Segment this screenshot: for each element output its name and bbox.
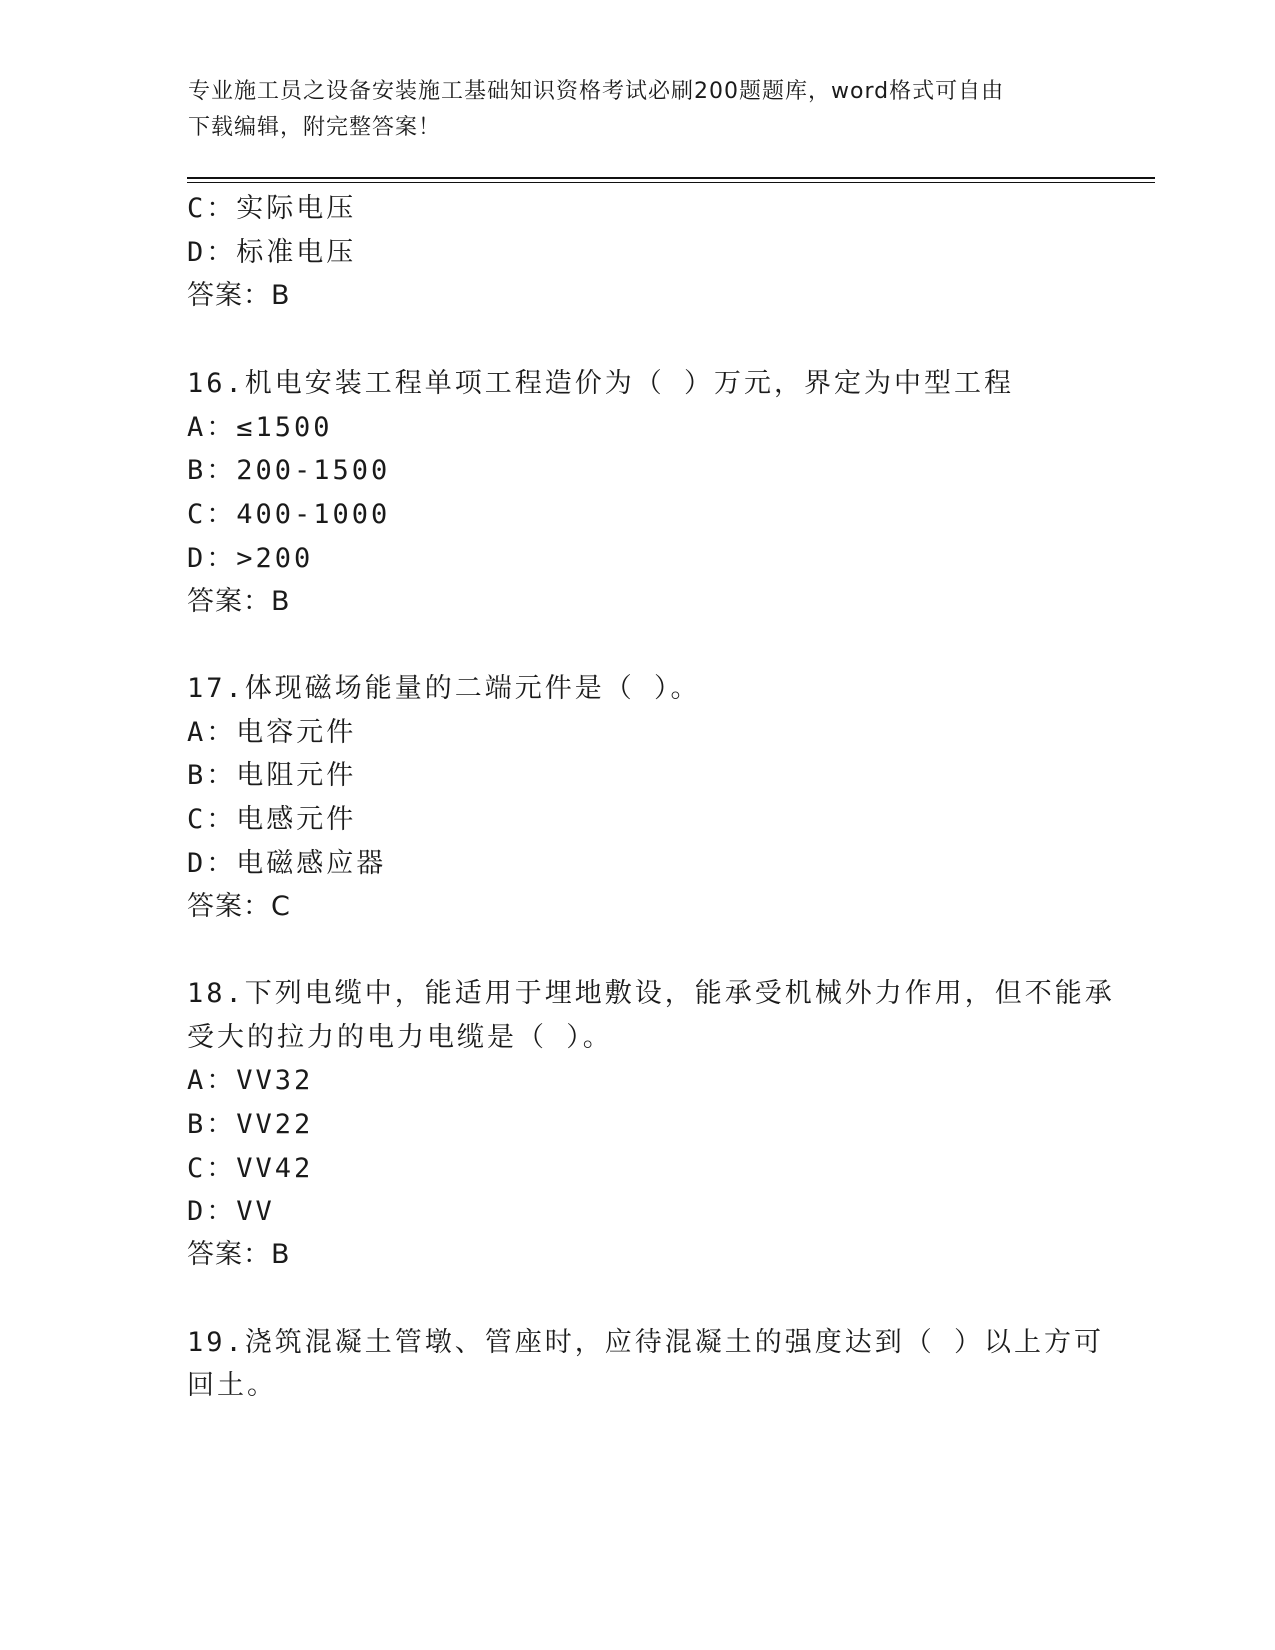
q17-answer: 答案：C xyxy=(187,891,291,922)
q17-option-b: B：电阻元件 xyxy=(187,760,357,791)
q18-answer: 答案：B xyxy=(187,1239,291,1270)
header-rule-thick xyxy=(187,177,1155,179)
q16-option-d: D：>200 xyxy=(187,543,314,574)
q15-option-c: C：实际电压 xyxy=(187,193,357,224)
header-title-line-1: 专业施工员之设备安装施工基础知识资格考试必刷200题题库，word格式可自由 xyxy=(188,79,1005,104)
header-rule-thin xyxy=(187,182,1155,183)
q16-option-b: B：200-1500 xyxy=(187,455,391,486)
q18-question-line-1: 18.下列电缆中，能适用于埋地敷设，能承受机械外力作用，但不能承 xyxy=(187,978,1115,1009)
q16-option-a: A：≤1500 xyxy=(187,412,333,443)
q18-option-c: C：VV42 xyxy=(187,1153,314,1184)
q16-question: 16.机电安装工程单项工程造价为（ ）万元，界定为中型工程 xyxy=(187,368,1015,399)
q17-question: 17.体现磁场能量的二端元件是（ ）。 xyxy=(187,673,701,704)
q15-answer: 答案：B xyxy=(187,280,291,311)
q16-option-c: C：400-1000 xyxy=(187,499,391,530)
q18-option-b: B：VV22 xyxy=(187,1109,314,1140)
document-header xyxy=(188,74,1088,146)
q18-option-a: A：VV32 xyxy=(187,1065,314,1096)
q18-option-d: D：VV xyxy=(187,1196,275,1227)
header-title-line-2: 下载编辑，附完整答案！ xyxy=(188,115,442,140)
q15-option-d: D：标准电压 xyxy=(187,237,357,268)
q17-option-d: D：电磁感应器 xyxy=(187,848,387,879)
q19-question-line-2: 回土。 xyxy=(187,1370,277,1401)
q18-question-line-2: 受大的拉力的电力电缆是（ ）。 xyxy=(187,1022,613,1053)
q19-question-line-1: 19.浇筑混凝土管墩、管座时，应待混凝土的强度达到（ ）以上方可 xyxy=(187,1327,1105,1358)
q17-option-a: A：电容元件 xyxy=(187,717,357,748)
q17-option-c: C：电感元件 xyxy=(187,804,357,835)
q16-answer: 答案：B xyxy=(187,586,291,617)
